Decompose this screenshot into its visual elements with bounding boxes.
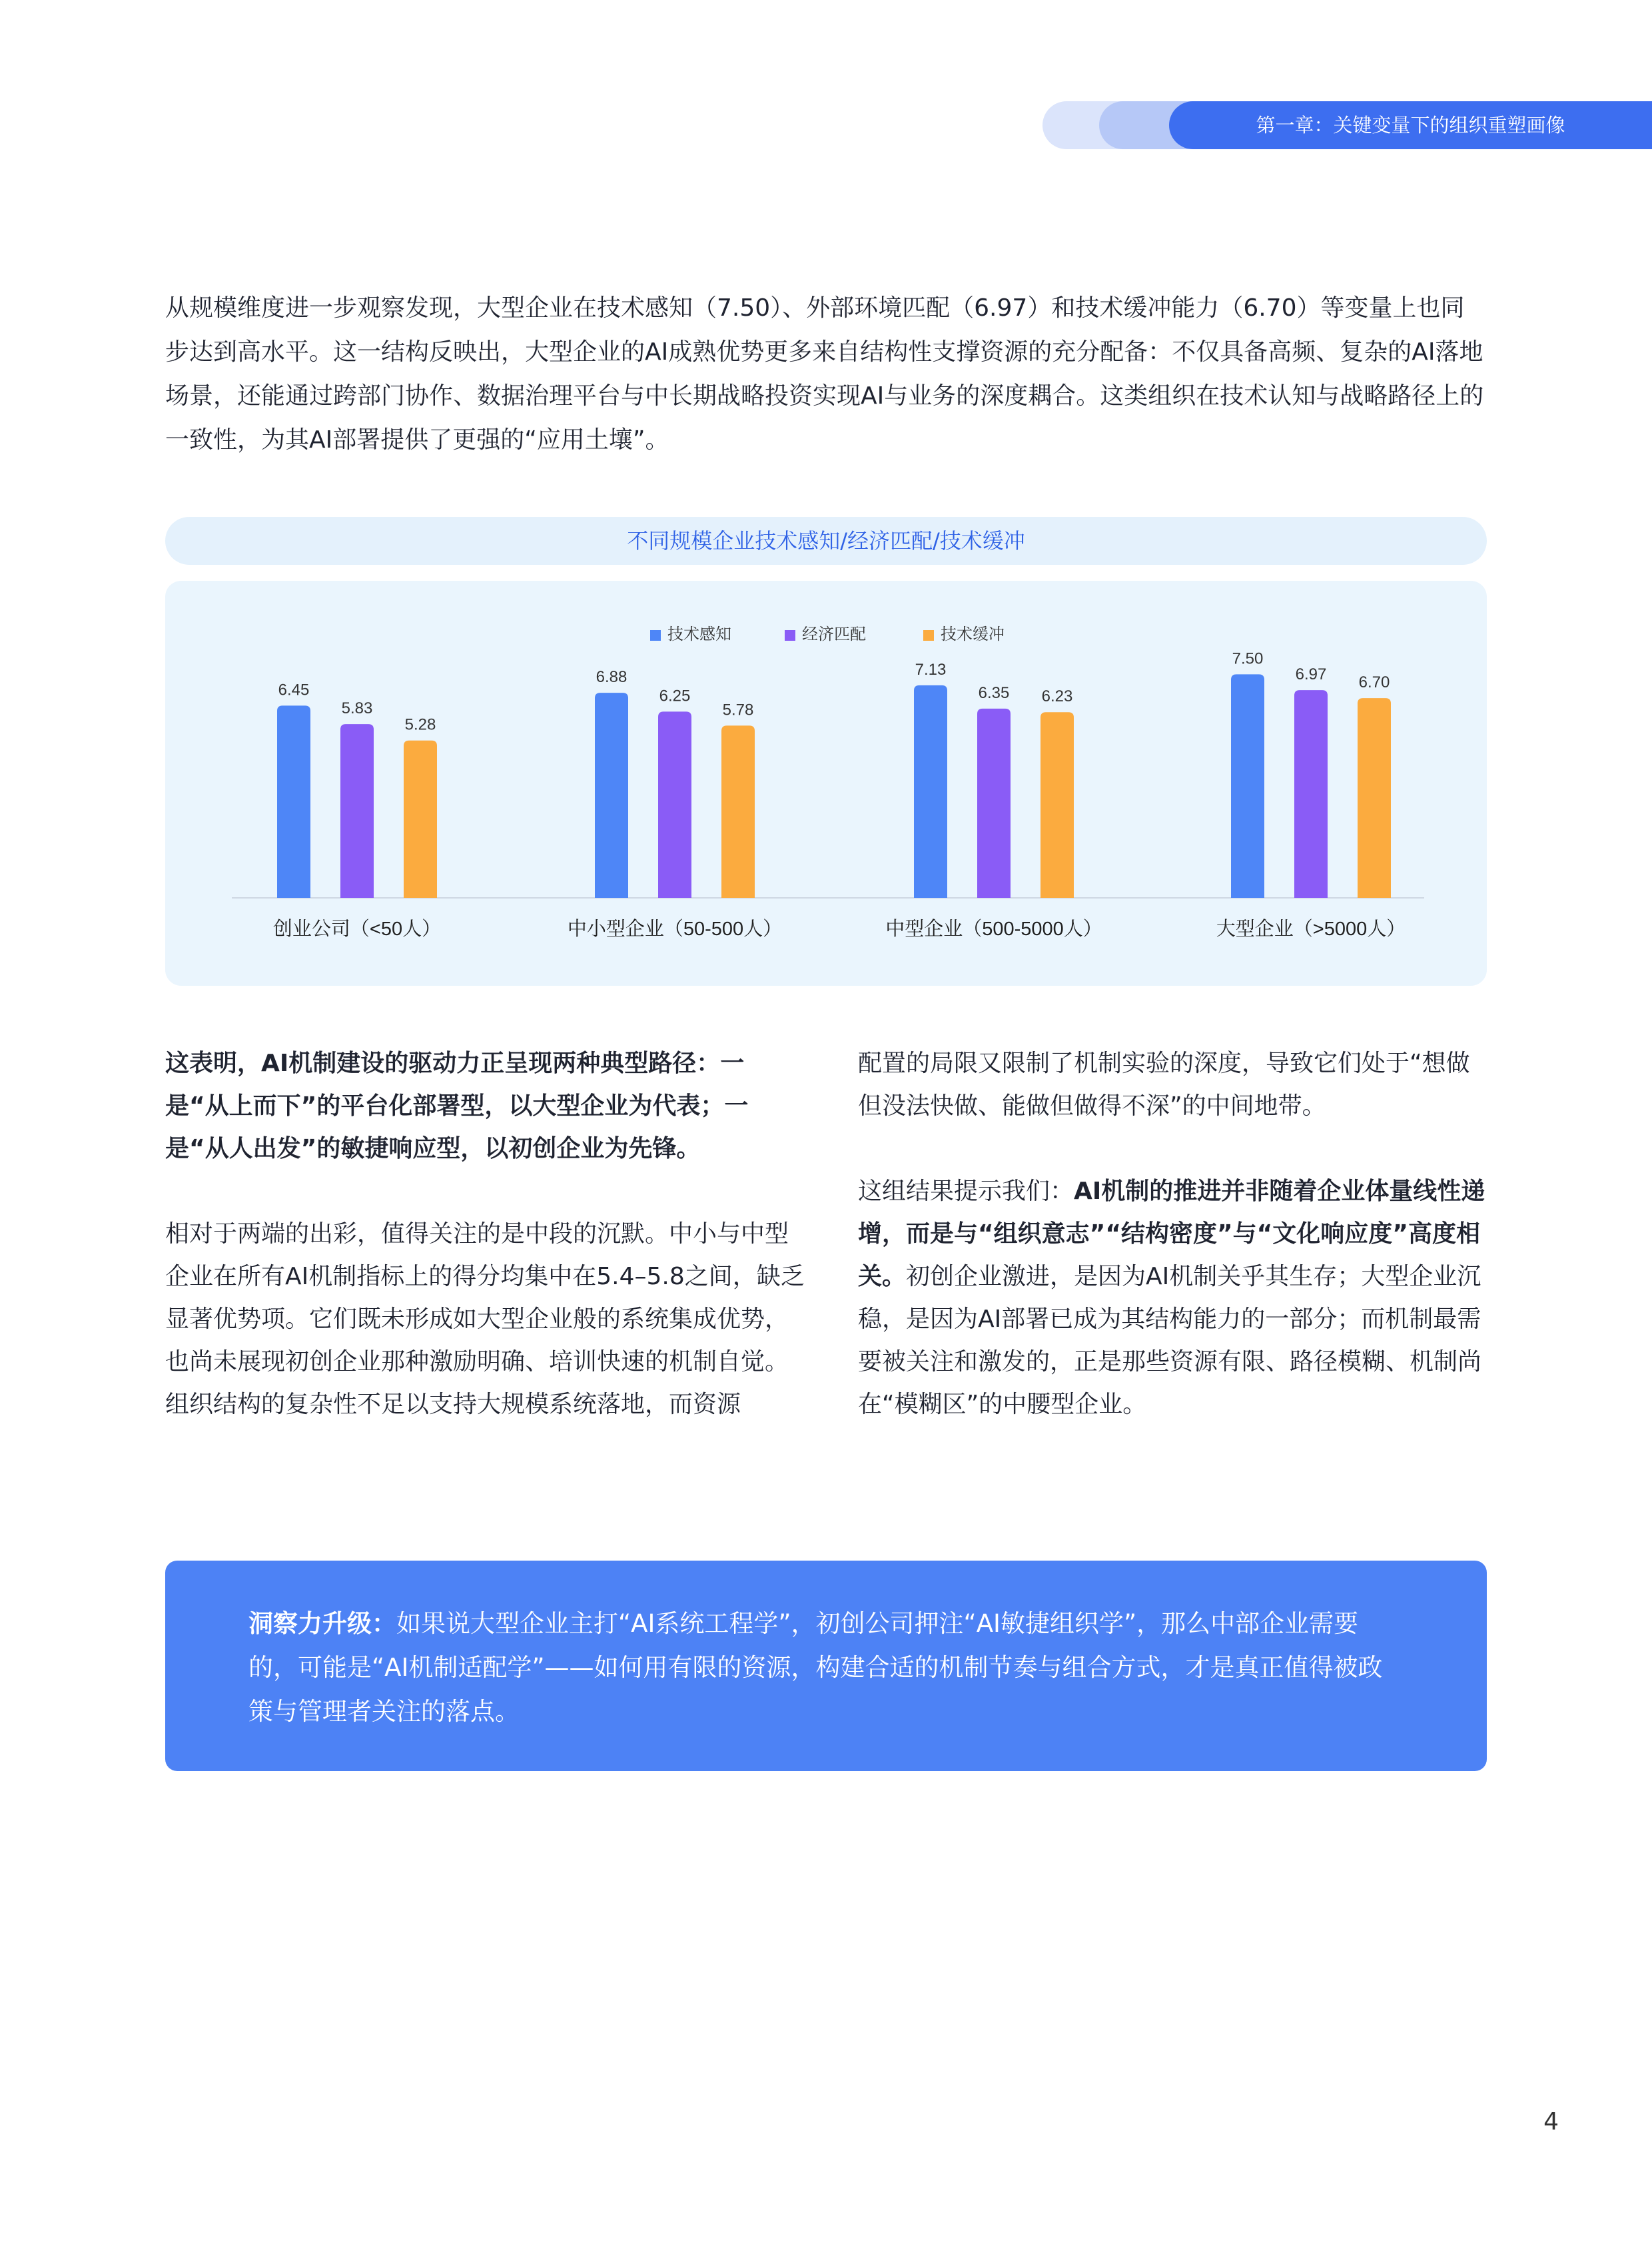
right-paragraph-1: 配置的局限又限制了机制实验的深度，导致它们处于“想做但没法快做、能做但做得不深”的中间地带。 (858, 1050, 1470, 1120)
legend-swatch (650, 630, 661, 641)
left-column (165, 1042, 805, 1426)
bar (1231, 674, 1264, 898)
page-number: 4 (1543, 2108, 1559, 2135)
bar (658, 711, 691, 898)
bar (595, 693, 628, 898)
bar-value-label: 6.97 (1295, 665, 1327, 684)
x-tick-label: 创业公司（<50人） (272, 919, 442, 940)
x-tick-label: 中小型企业（50-500人） (567, 919, 783, 940)
intro-paragraph: 从规模维度进一步观察发现，大型企业在技术感知（7.50）、外部环境匹配（6.97）和技术缓冲能力（6.70）等变量上也同步达到高水平。这一结构反映出，大型企业的AI成熟优势更多来自结构性支撑资源的充分配备：不仅具备高频、复杂的AI落地场景，还能通过跨部门协作、数据治理平台与中长期战略投资实现AI与业务的深度耦合。这类组织在技术认知与战略路径上的一致性，为其AI部署提供了更强的“应用土壤”。 (165, 294, 1484, 454)
right-paragraph-2-lead: 这组结果提示我们： (858, 1178, 1074, 1205)
bar (1358, 698, 1391, 898)
x-tick-label: 中型企业（500-5000人） (885, 919, 1102, 940)
bar-value-label: 6.70 (1358, 673, 1390, 692)
bar-value-label: 6.35 (978, 683, 1010, 702)
right-paragraph-2-rest: 初创企业激进，是因为AI机制关乎其生存；大型企业沉稳，是因为AI部署已成为其结构能力的一部分；而机制最需要被关注和激发的，正是那些资源有限、路径模糊、机制尚在“模糊区”的中腰型企业。 (858, 1263, 1482, 1418)
bar (914, 685, 947, 898)
chart-title: 不同规模企业技术感知/经济匹配/技术缓冲 (165, 517, 1487, 565)
bar-value-label: 7.50 (1232, 649, 1264, 668)
bar (404, 741, 437, 898)
bar (1040, 712, 1074, 898)
chapter-title: 第一章：关键变量下的组织重塑画像 (1169, 101, 1652, 149)
left-paragraph-2: 相对于两端的出彩，值得关注的是中段的沉默。中小与中型企业在所有AI机制指标上的得分均集中在5.4–5.8之间，缺乏显著优势项。它们既未形成如大型企业般的系统集成优势，也尚未展现初创企业那种激励明确、培训快速的机制自觉。组织结构的复杂性不足以支持大规模系统落地，而资源 (165, 1220, 805, 1418)
legend-label: 技术缓冲 (941, 625, 1005, 643)
bar-value-label: 5.83 (341, 699, 373, 718)
bar (977, 709, 1011, 898)
right-paragraph-2-bold: AI机制的推进并非随着企业体量线性递增，而是与“组织意志”“结构密度”与“文化响应度”高度相关。 (858, 1178, 1485, 1290)
bar (277, 705, 310, 898)
legend-label: 经济匹配 (802, 625, 866, 643)
insight-label: 洞察力升级： (248, 1609, 396, 1638)
x-tick-label: 大型企业（>5000人） (1216, 919, 1406, 940)
bar-value-label: 6.25 (659, 687, 691, 705)
right-paragraph-2 (858, 1170, 1487, 1426)
legend-swatch (785, 630, 795, 641)
legend-label: 技术感知 (667, 625, 731, 643)
right-column (858, 1042, 1487, 1426)
insight-text: 如果说大型企业主打“AI系统工程学”，初创公司押注“AI敏捷组织学”，那么中部企业需要的，可能是“AI机制适配学”——如何用有限的资源，构建合适的机制节奏与组合方式，才是真正值得被政策与管理者关注的落点。 (248, 1609, 1383, 1726)
bar (1294, 690, 1328, 898)
left-paragraph-1: 这表明，AI机制建设的驱动力正呈现两种典型路径：一是“从上而下”的平台化部署型，以大型企业为代表；一是“从人出发”的敏捷响应型，以初创企业为先锋。 (165, 1050, 749, 1162)
bar-value-label: 5.28 (404, 715, 436, 734)
bar-value-label: 7.13 (915, 660, 947, 679)
bar-value-label: 6.23 (1041, 687, 1073, 706)
bar (721, 725, 755, 898)
bar (340, 724, 374, 898)
chart-panel (165, 581, 1487, 986)
bar-chart (165, 581, 1487, 986)
bar-value-label: 5.78 (722, 701, 754, 719)
legend-swatch (923, 630, 934, 641)
insight-callout (165, 1561, 1487, 1771)
bar-value-label: 6.45 (278, 681, 310, 699)
bar-value-label: 6.88 (596, 668, 627, 687)
